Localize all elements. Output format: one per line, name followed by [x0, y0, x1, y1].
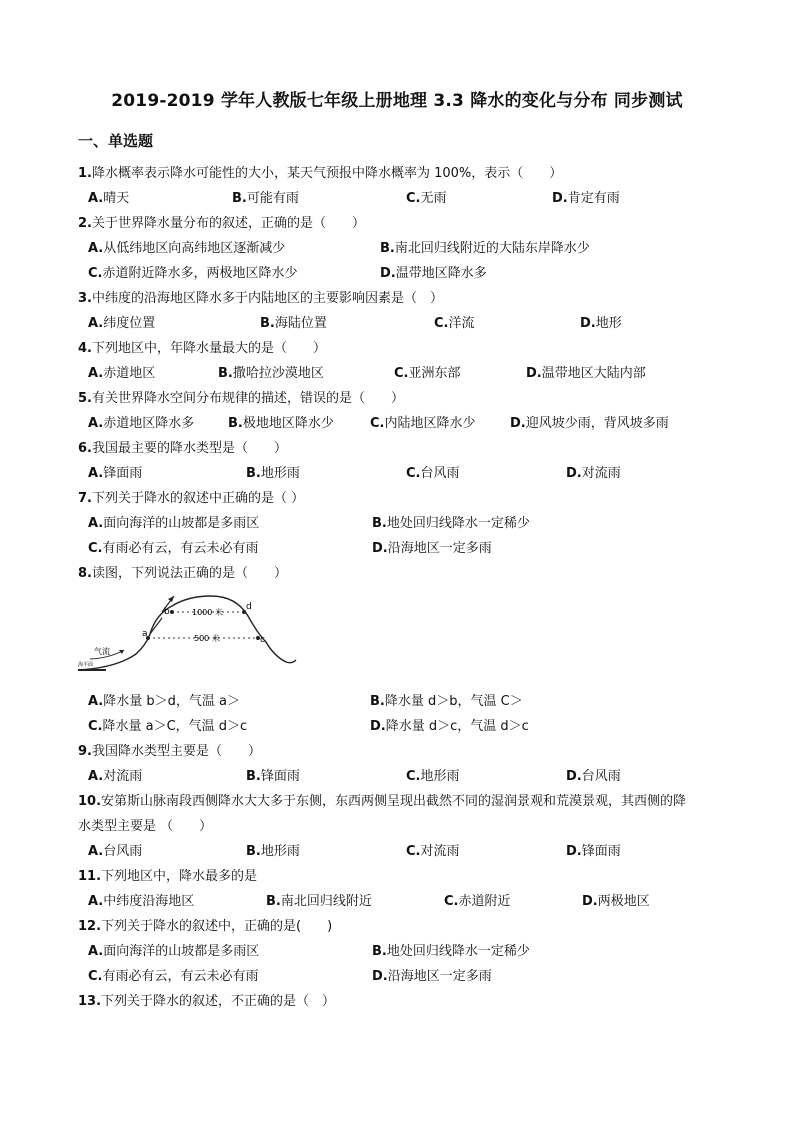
option-label: A. [88, 894, 104, 909]
question-number: 11. [78, 869, 102, 884]
option-b[interactable] [372, 512, 530, 531]
option-b[interactable] [246, 462, 300, 481]
arrowhead-icon [168, 596, 174, 602]
question-text: 有关世界降水空间分布规律的描述，错误的是（ ） [91, 391, 404, 406]
option-text: 南北回归线附近的大陆东岸降水少 [394, 241, 590, 256]
point-a-label: a [142, 629, 148, 639]
option-label: A. [88, 944, 104, 959]
option-d[interactable] [566, 765, 621, 784]
option-text: 南北回归线附近 [280, 894, 372, 909]
option-label: A. [88, 466, 104, 481]
option-label: C. [88, 541, 103, 556]
option-text: 可能有雨 [246, 191, 299, 206]
airflow-label: 气流 [94, 647, 110, 656]
option-label: D. [372, 969, 388, 984]
option-text: 地处回归线降水一定稀少 [386, 516, 530, 531]
option-label: B. [218, 366, 233, 381]
option-a[interactable] [88, 362, 155, 381]
option-label: A. [88, 241, 104, 256]
option-label: A. [88, 694, 104, 709]
question-text: 关于世界降水量分布的叙述，正确的是（ ） [91, 216, 365, 231]
option-label: B. [370, 694, 385, 709]
option-b[interactable] [380, 237, 590, 256]
option-text: 无雨 [420, 191, 447, 206]
option-label: D. [510, 416, 526, 431]
option-text: 有雨必有云，有云未必有雨 [102, 541, 259, 556]
option-b[interactable] [266, 890, 372, 909]
option-d[interactable] [580, 312, 622, 331]
option-text: 地形雨 [260, 844, 300, 859]
option-label: B. [372, 944, 387, 959]
option-a[interactable] [88, 840, 142, 859]
question-9 [78, 740, 261, 759]
option-d[interactable] [372, 537, 492, 556]
question-number: 13. [78, 994, 102, 1009]
option-label: C. [406, 191, 421, 206]
option-text: 降水量 d＞b，气温 C＞ [384, 694, 523, 709]
option-d[interactable] [380, 262, 487, 281]
option-label: C. [406, 466, 421, 481]
option-c[interactable] [88, 965, 259, 984]
point-c-label: c [260, 635, 265, 645]
option-label: A. [88, 366, 104, 381]
option-label: B. [380, 241, 395, 256]
option-text: 洋流 [448, 316, 475, 331]
option-c[interactable] [406, 462, 460, 481]
option-label: D. [526, 366, 542, 381]
option-c[interactable] [394, 362, 461, 381]
option-c[interactable] [88, 537, 259, 556]
option-text: 降水量 d＞c，气温 d＞c [385, 719, 529, 734]
contour-500-label: 500 米 [194, 634, 220, 643]
option-text: 对流雨 [581, 466, 621, 481]
contour-1000-label: 1000 米 [192, 608, 223, 617]
option-c[interactable] [406, 765, 460, 784]
option-text: 对流雨 [420, 844, 460, 859]
question-8 [78, 562, 287, 581]
option-label: D. [370, 719, 386, 734]
option-text: 锋面雨 [260, 769, 300, 784]
option-text: 赤道地区 [103, 366, 156, 381]
option-a[interactable] [88, 765, 142, 784]
option-text: 海陆位置 [274, 316, 327, 331]
option-c[interactable] [434, 312, 475, 331]
option-label: C. [88, 266, 103, 281]
option-d[interactable] [582, 890, 650, 909]
option-d[interactable] [566, 840, 621, 859]
option-text: 地形 [595, 316, 622, 331]
option-text: 赤道附近 [458, 894, 511, 909]
option-c[interactable] [370, 412, 476, 431]
option-text: 晴天 [103, 191, 130, 206]
option-text: 地形雨 [260, 466, 300, 481]
question-12 [78, 915, 332, 934]
option-text: 赤道地区降水多 [103, 416, 195, 431]
option-label: B. [246, 466, 261, 481]
option-label: C. [88, 719, 103, 734]
question-text: 我国降水类型主要是（ ） [91, 744, 261, 759]
option-c[interactable] [406, 840, 460, 859]
option-text: 亚洲东部 [408, 366, 461, 381]
option-text: 锋面雨 [103, 466, 143, 481]
option-text: 台风雨 [103, 844, 143, 859]
option-label: D. [380, 266, 396, 281]
point-b-label: b [164, 607, 170, 617]
option-a[interactable] [88, 187, 129, 206]
option-text: 降水量 b＞d，气温 a＞ [103, 694, 240, 709]
question-10 [78, 790, 686, 809]
option-label: D. [566, 844, 582, 859]
option-c[interactable] [406, 187, 447, 206]
option-d[interactable] [372, 965, 492, 984]
question-3 [78, 287, 443, 306]
option-text: 纬度位置 [103, 316, 156, 331]
option-label: B. [246, 844, 261, 859]
option-text: 锋面雨 [581, 844, 621, 859]
option-label: D. [566, 466, 582, 481]
question-1 [78, 162, 562, 181]
option-c[interactable] [88, 262, 298, 281]
mountain-rainfall-diagram [76, 590, 306, 680]
option-label: D. [372, 541, 388, 556]
option-label: C. [444, 894, 459, 909]
option-label: D. [552, 191, 568, 206]
option-label: A. [88, 191, 104, 206]
question-11 [78, 865, 257, 884]
question-number: 3. [78, 291, 92, 306]
option-label: B. [372, 516, 387, 531]
option-b[interactable] [232, 187, 299, 206]
question-number: 7. [78, 491, 92, 506]
question-number: 1. [78, 166, 92, 181]
option-text: 迎风坡少雨，背风坡多雨 [525, 416, 669, 431]
option-label: D. [566, 769, 582, 784]
option-a[interactable] [88, 940, 259, 959]
option-label: C. [406, 844, 421, 859]
option-d[interactable] [370, 715, 529, 734]
question-number: 6. [78, 441, 92, 456]
option-b[interactable] [260, 312, 327, 331]
option-label: A. [88, 769, 104, 784]
option-label: C. [434, 316, 449, 331]
option-text: 撒哈拉沙漠地区 [232, 366, 324, 381]
option-a[interactable] [88, 237, 285, 256]
option-label: B. [260, 316, 275, 331]
option-text: 沿海地区一定多雨 [387, 969, 492, 984]
option-b[interactable] [218, 362, 324, 381]
option-a[interactable] [88, 462, 142, 481]
option-c[interactable] [444, 890, 511, 909]
option-label: C. [394, 366, 409, 381]
option-a[interactable] [88, 890, 194, 909]
option-text: 温带地区大陆内部 [541, 366, 646, 381]
question-10-continued: 水类型主要是 （ ） [78, 819, 213, 834]
option-text: 温带地区降水多 [395, 266, 487, 281]
question-text: 安第斯山脉南段西侧降水大大多于东侧，东西两侧呈现出截然不同的湿润景观和荒漠景观，其西侧的降 [101, 794, 687, 809]
option-text: 对流雨 [103, 769, 143, 784]
question-text: 下列地区中，降水最多的是 [101, 869, 258, 884]
question-4 [78, 337, 326, 356]
option-label: A. [88, 844, 104, 859]
option-text: 从低纬地区向高纬地区逐渐减少 [103, 241, 286, 256]
question-5 [78, 387, 404, 406]
option-text: 中纬度沿海地区 [103, 894, 195, 909]
question-13 [78, 990, 335, 1009]
option-label: A. [88, 516, 104, 531]
question-2 [78, 212, 365, 231]
option-label: C. [370, 416, 385, 431]
question-text: 下列地区中，年降水量最大的是（ ） [91, 341, 326, 356]
mountain-outline [78, 596, 296, 670]
option-d[interactable] [552, 187, 620, 206]
question-text: 下列关于降水的叙述中正确的是（ ） [91, 491, 305, 506]
question-text: 读图，下列说法正确的是（ ） [91, 566, 287, 581]
question-text: 下列关于降水的叙述中，正确的是( ) [101, 919, 333, 934]
section-heading: 一、单选题 [78, 132, 154, 150]
option-b[interactable] [246, 840, 300, 859]
option-label: B. [266, 894, 281, 909]
question-number: 5. [78, 391, 92, 406]
option-label: B. [228, 416, 243, 431]
question-number: 8. [78, 566, 92, 581]
option-text: 极地地区降水少 [242, 416, 334, 431]
option-text: 面向海洋的山坡都是多雨区 [103, 516, 260, 531]
point-b-marker [170, 610, 174, 614]
option-label: C. [88, 969, 103, 984]
option-b[interactable] [370, 690, 523, 709]
option-label: D. [582, 894, 598, 909]
option-text: 降水量 a＞C，气温 d＞c [102, 719, 248, 734]
option-text: 赤道附近降水多，两极地区降水少 [102, 266, 298, 281]
option-b[interactable] [372, 940, 530, 959]
option-label: A. [88, 316, 104, 331]
question-text: 降水概率表示降水可能性的大小，某天气预报中降水概率为 100%，表示（ ） [91, 166, 563, 181]
option-a[interactable] [88, 412, 194, 431]
option-text: 沿海地区一定多雨 [387, 541, 492, 556]
option-a[interactable] [88, 512, 259, 531]
option-text: 地形雨 [420, 769, 460, 784]
option-b[interactable] [228, 412, 334, 431]
option-label: B. [246, 769, 261, 784]
question-7 [78, 487, 304, 506]
question-number: 4. [78, 341, 92, 356]
option-d[interactable] [526, 362, 646, 381]
option-a[interactable] [88, 312, 155, 331]
option-d[interactable] [510, 412, 669, 431]
question-text: 下列关于降水的叙述，不正确的是（ ） [101, 994, 336, 1009]
option-label: D. [580, 316, 596, 331]
option-label: C. [406, 769, 421, 784]
page-title: 2019-2019 学年人教版七年级上册地理 3.3 降水的变化与分布 同步测试 [111, 91, 683, 111]
option-text: 两极地区 [597, 894, 650, 909]
sea-level-label: 海平面 [78, 662, 94, 668]
option-d[interactable] [566, 462, 621, 481]
question-text: 中纬度的沿海地区降水多于内陆地区的主要影响因素是（ ） [91, 291, 443, 306]
point-d-label: d [246, 602, 252, 612]
option-text: 肯定有雨 [567, 191, 620, 206]
option-text: 台风雨 [420, 466, 460, 481]
option-b[interactable] [246, 765, 300, 784]
question-number: 10. [78, 794, 102, 809]
option-text: 内陆地区降水少 [384, 416, 476, 431]
option-text: 地处回归线降水一定稀少 [386, 944, 530, 959]
option-label: A. [88, 416, 104, 431]
question-6 [78, 437, 287, 456]
option-text: 有雨必有云，有云未必有雨 [102, 969, 259, 984]
option-text: 面向海洋的山坡都是多雨区 [103, 944, 260, 959]
question-number: 2. [78, 216, 92, 231]
question-number: 9. [78, 744, 92, 759]
option-label: B. [232, 191, 247, 206]
option-text: 台风雨 [581, 769, 621, 784]
option-c[interactable] [88, 715, 247, 734]
question-number: 12. [78, 919, 102, 934]
option-a[interactable] [88, 690, 240, 709]
question-text: 我国最主要的降水类型是（ ） [91, 441, 287, 456]
